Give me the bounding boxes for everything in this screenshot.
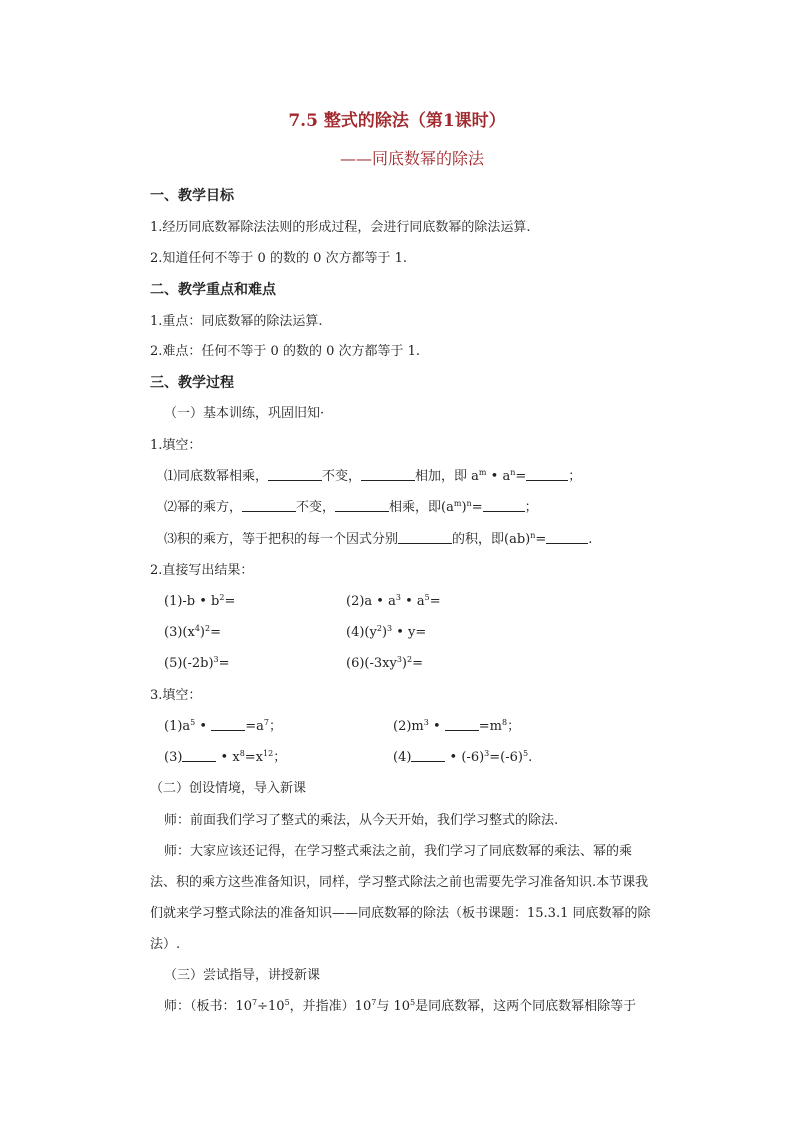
teacher-paragraph-1: 师：前面我们学习了整式的乘法，从今天开始，我们学习整式的除法. <box>164 813 559 828</box>
answer-blank <box>483 501 525 512</box>
difficult-point: 2.难点：任何不等于 0 的数的 0 次方都等于 1. <box>150 344 421 359</box>
answer-blank <box>242 501 296 512</box>
answer-blank <box>398 533 452 544</box>
answer-blank <box>361 470 415 481</box>
answer-blank <box>526 470 568 481</box>
section-heading-process: 三、教学过程 <box>150 375 234 391</box>
answer-blank <box>546 533 588 544</box>
teacher-paragraph-2-line-2: 法、积的乘方这些准备知识，同样，学习整式除法之前也需要先学习准备知识.本节课我 <box>150 875 649 890</box>
section-heading-objectives: 一、教学目标 <box>150 188 234 204</box>
question-3-item-3: (3) • $x^8=x^{12}$； <box>164 749 287 765</box>
teacher-paragraph-2-line-3: 们就来学习整式除法的准备知识——同底数幂的除法（板书课题：15.3.1 同底数幂的除 <box>150 906 651 921</box>
question-2-item-1: (1)-b • $b^2=$ <box>164 593 236 609</box>
question-2-item-6: $(6)(-3xy^3)^2=$ <box>346 655 423 671</box>
question-2-item-5: $(5)(-2b)^3=$ <box>164 655 230 671</box>
teacher-paragraph-2-line-1: 师：大家应该还记得，在学习整式乘法之前，我们学习了同底数幂的乘法、幂的乘 <box>164 844 633 859</box>
question-1-item-2: ⑵幂的乘方， 不变， 相乘，即$(a^m)^n=$ ； <box>164 499 538 515</box>
question-1-label: 1.填空： <box>150 438 202 453</box>
question-1-item-1: ⑴同底数幂相乘， 不变， 相加，即 $a^m$ • $a^n=$ ； <box>164 468 582 484</box>
part-1-heading: （一）基本训练，巩固旧知· <box>164 406 325 421</box>
question-2-label: 2.直接写出结果： <box>150 563 254 578</box>
part-2-heading: （二）创设情境，导入新课 <box>150 781 307 796</box>
objective-1: 1.经历同底数幂除法法则的形成过程，会进行同底数幂的除法运算. <box>150 220 531 235</box>
answer-blank <box>411 751 445 762</box>
objective-2: 2.知道任何不等于 0 的数的 0 次方都等于 1. <box>150 251 408 266</box>
question-2-item-4: $(4)(y^2)^3$ • y= <box>346 624 427 640</box>
question-3-item-2: $(2)m^3$ • $=m^8$； <box>393 718 521 734</box>
part-3-heading: （三）尝试指导，讲授新课 <box>164 968 321 983</box>
answer-blank <box>445 720 479 731</box>
question-3-item-1: $(1)a^5$ • $=a^7$； <box>164 718 282 734</box>
question-3-item-4: (4) • $(-6)^3=(-6)^5$. <box>393 749 533 765</box>
teacher-paragraph-2-line-4: 法）. <box>150 937 181 952</box>
question-3-label: 3.填空： <box>150 688 202 703</box>
page-title: 7.5 整式的除法（第1课时） <box>288 111 506 131</box>
page-subtitle: ——同底数幂的除法 <box>340 149 485 168</box>
section-heading-key-points: 二、教学重点和难点 <box>150 282 276 298</box>
teacher-paragraph-3: 师：（板书：$10^7\div 10^5$，并指准）$10^7$与 $10^5$是同底数幂，这两个同底数幂相除等于 <box>164 998 637 1014</box>
answer-blank <box>182 751 216 762</box>
answer-blank <box>268 470 322 481</box>
question-2-item-2: (2)a • $a^3$ • $a^5=$ <box>346 593 441 609</box>
key-point: 1.重点：同底数幂的除法运算. <box>150 314 323 329</box>
answer-blank <box>211 720 245 731</box>
question-2-item-3: $(3)(x^4)^2=$ <box>164 624 221 640</box>
answer-blank <box>335 501 389 512</box>
question-1-item-3: ⑶积的乘方，等于把积的每一个因式分别 的积，即(ab)$^n$= . <box>164 531 593 547</box>
